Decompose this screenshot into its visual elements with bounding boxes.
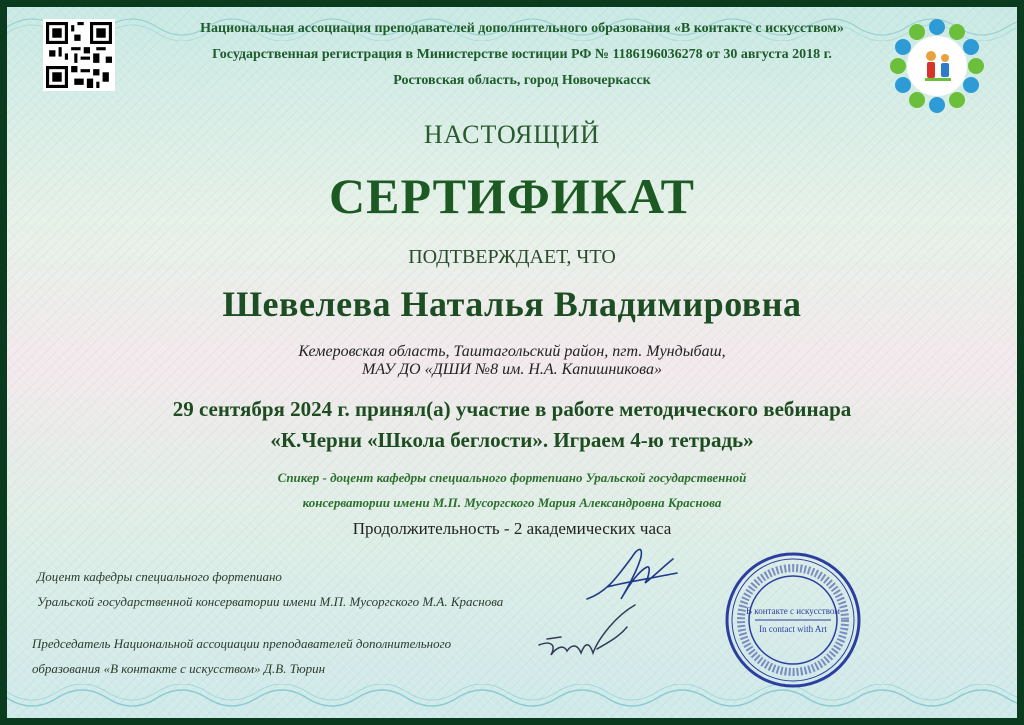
duration: Продолжительность - 2 академических часа — [352, 519, 672, 538]
decorative-wave-bottom — [7, 684, 1017, 718]
certificate-title: СЕРТИФИКАТ — [328, 168, 695, 224]
pre-title: НАСТОЯЩИЙ — [423, 120, 601, 149]
registration-info: Государственная регистрация в Министерстве юстиции РФ № 1186196036278 от 30 августа 2018 г. — [212, 47, 832, 62]
recipient-location — [7, 343, 1017, 379]
stamp-inner-line-1: В контакте с искусством — [746, 606, 840, 616]
signatory-2-line-2: образования «В контакте с искусством» Д.В. Тюрин — [32, 661, 326, 676]
stamp-inner-line-2: In contact with Art — [759, 624, 827, 634]
event-line-2: «К.Черни «Школа беглости». Играем 4-ю тетрадь» — [270, 428, 754, 452]
official-stamp-icon — [723, 550, 863, 690]
event-line-1: 29 сентября 2024 г. принял(а) участие в работе методического вебинара — [172, 397, 852, 421]
speaker-line-1: Спикер - доцент кафедры специального фортепиано Уральской государственной — [277, 470, 747, 485]
post-title: ПОДТВЕРЖДАЕТ, ЧТО — [408, 246, 616, 268]
qr-code-icon — [43, 19, 115, 91]
signatory-2-line-1: Председатель Национальной ассоциации преподавателей дополнительного — [32, 636, 452, 651]
signature-2-icon — [527, 597, 657, 677]
association-logo-icon — [887, 16, 987, 116]
event-description — [7, 394, 1017, 456]
location-line-1: Кемеровская область, Таштагольский район, пгт. Мундыбаш, — [298, 343, 726, 360]
association-header — [127, 16, 917, 94]
signatory-1-line-2: Уральской государственной консерватории имени М.П. Мусоргского М.А. Краснова — [37, 594, 504, 609]
speaker-line-2: консерватории имени М.П. Мусоргского Мария Александровна Краснова — [302, 495, 722, 510]
certificate-paper — [7, 7, 1017, 718]
signatory-1 — [37, 564, 503, 614]
signatory-1-line-1: Доцент кафедры специального фортепиано — [37, 569, 282, 584]
association-location: Ростовская область, город Новочеркасск — [393, 73, 651, 88]
location-line-2: МАУ ДО «ДШИ №8 им. Н.А. Капишникова» — [362, 361, 662, 378]
speaker-info — [7, 465, 1017, 515]
signatory-2 — [32, 631, 451, 681]
association-name: Национальная ассоциация преподавателей дополнительного образования «В контакте с искусством» — [200, 21, 844, 36]
recipient-name: Шевелева Наталья Владимировна — [222, 284, 802, 324]
